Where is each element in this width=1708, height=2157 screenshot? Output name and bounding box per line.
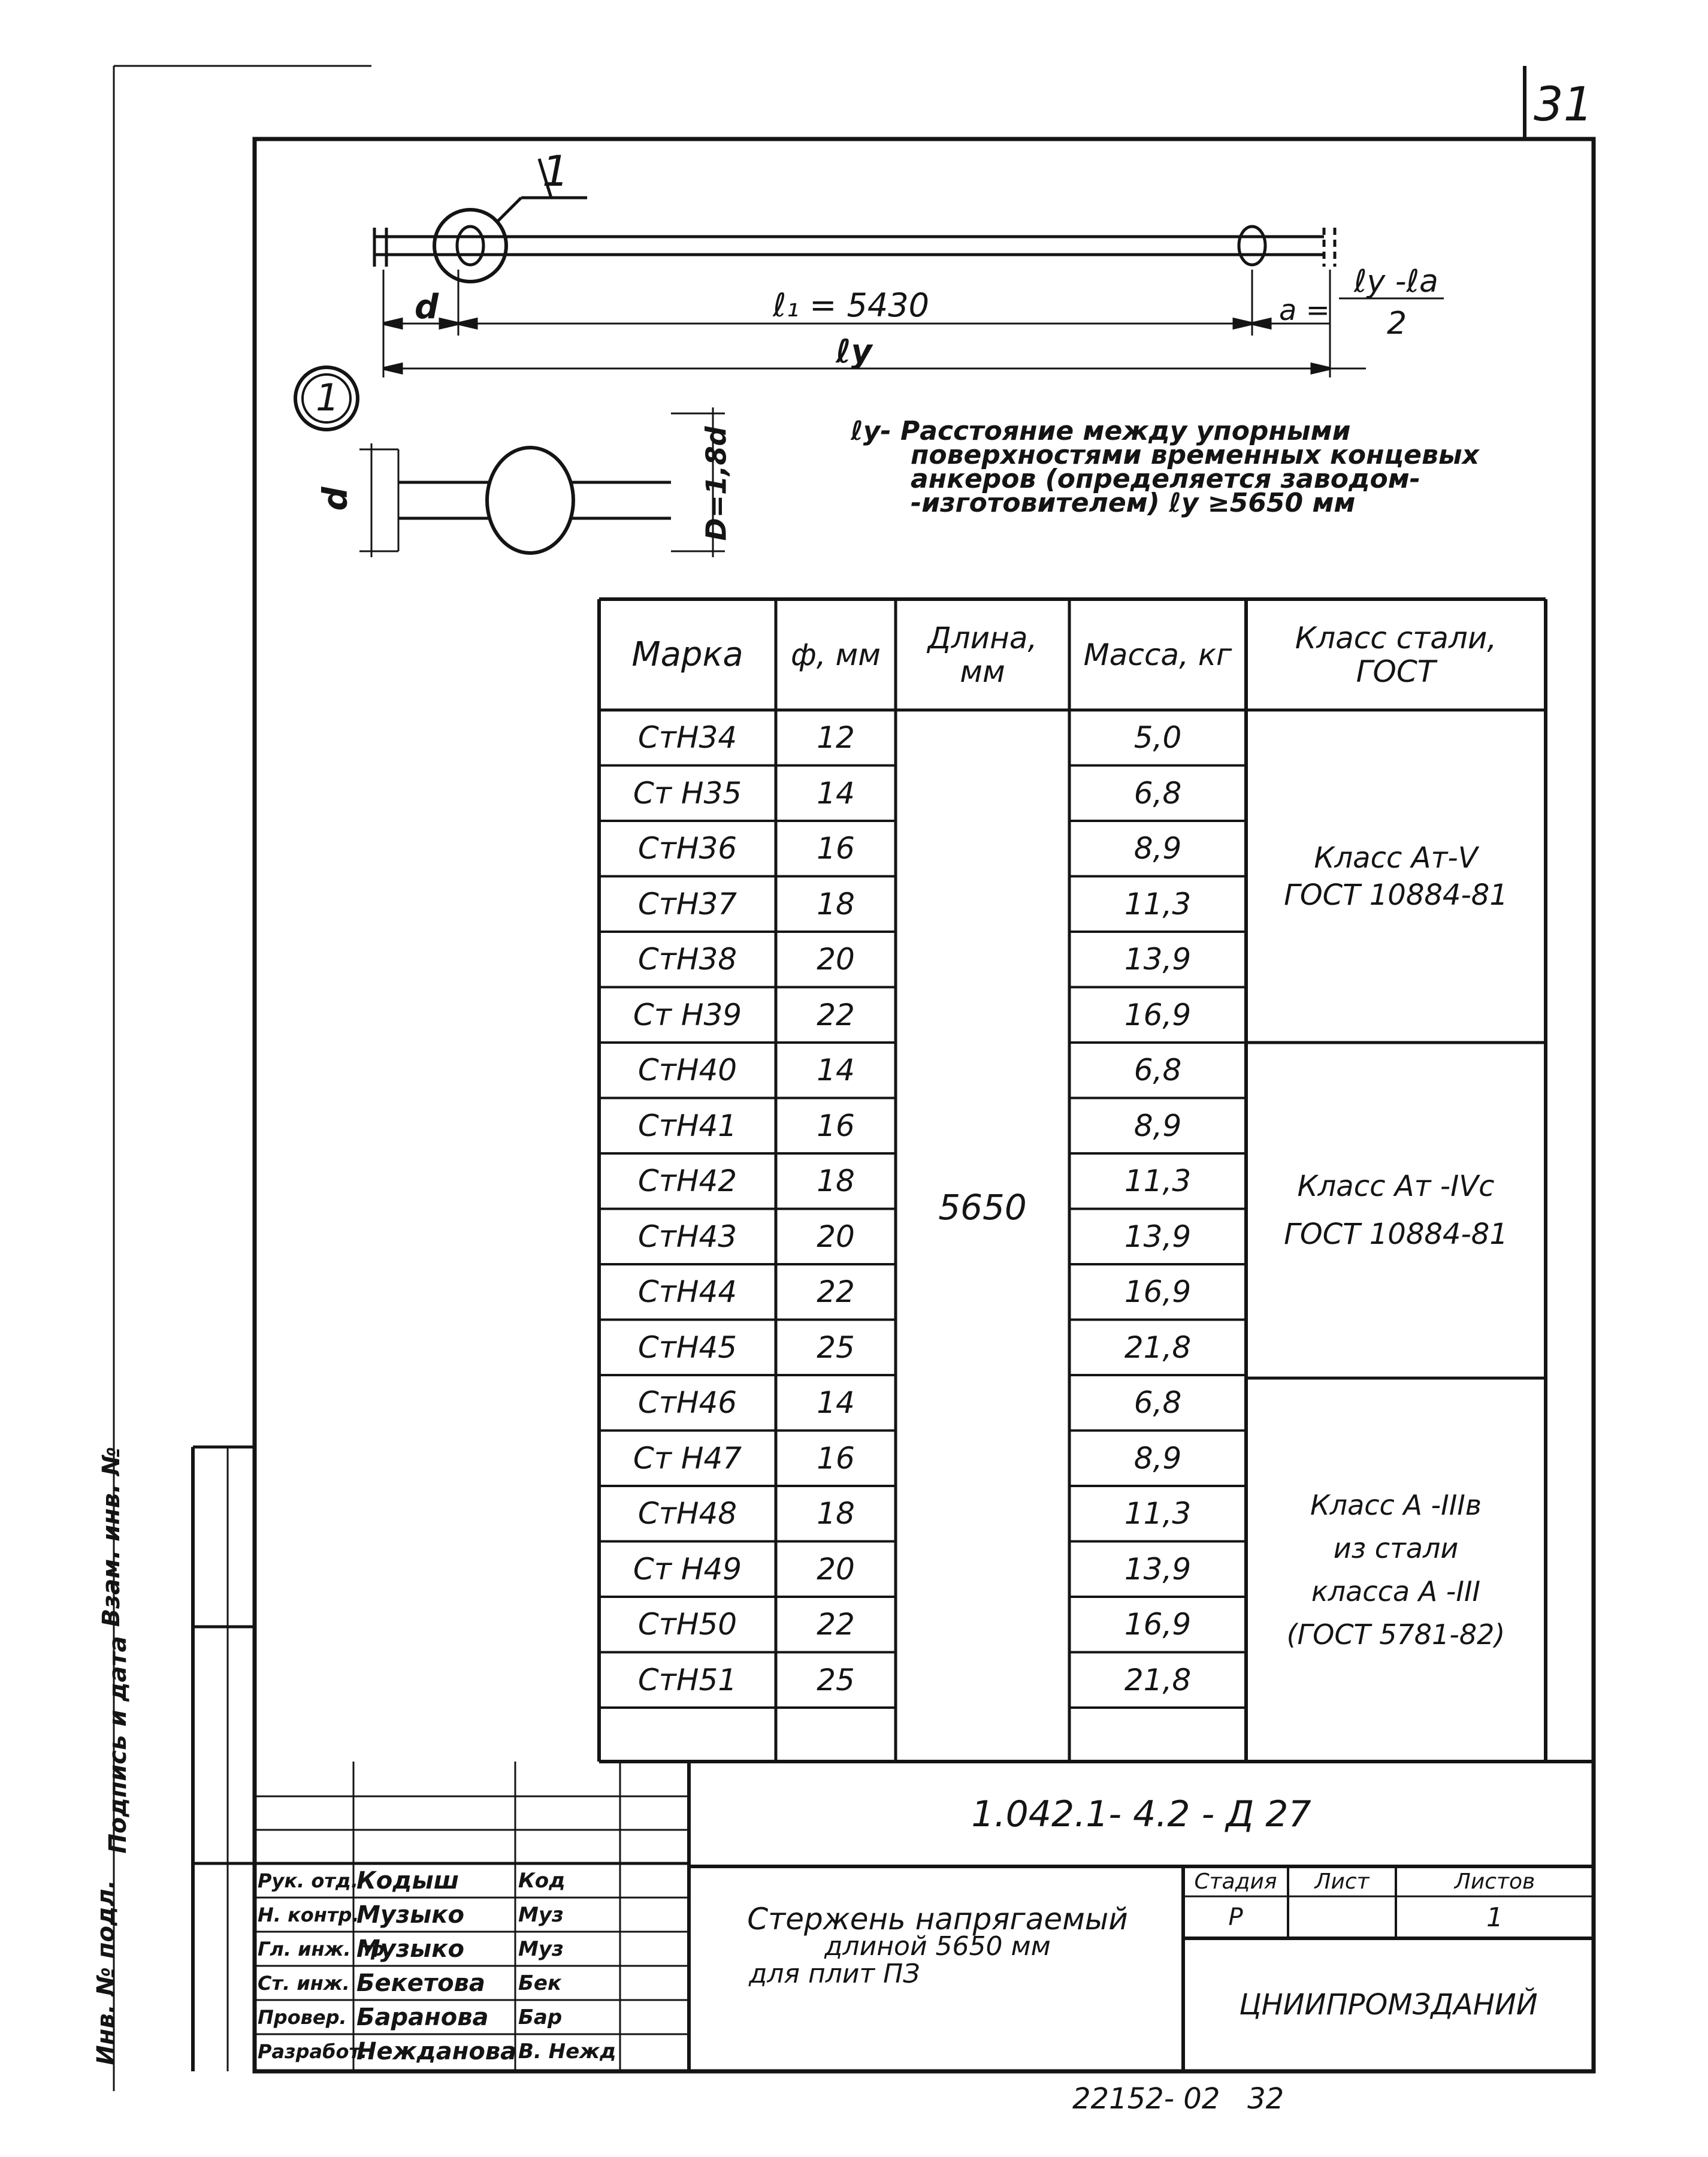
header-mark: Марка <box>631 635 743 674</box>
mass-cell: 8,9 <box>1133 1440 1182 1476</box>
mark-cell: СтН40 <box>637 1053 737 1088</box>
sheets-label: Листов <box>1454 1869 1535 1894</box>
side-stamp-replaced-inv: Взам. инв. № <box>98 1446 125 1627</box>
signature-cell: Бар <box>518 2005 563 2029</box>
designation: 1.042.1- 4.2 - Д 27 <box>971 1793 1311 1835</box>
length-value: 5650 <box>938 1187 1027 1228</box>
name-cell: Нежданова <box>356 2037 517 2065</box>
signature-cell: Бек <box>518 1971 562 1995</box>
mass-cell: 6,8 <box>1133 1385 1182 1421</box>
dim-ly: ℓу <box>836 333 872 370</box>
name-cell: Баранова <box>356 2003 489 2031</box>
sheet-label: Лист <box>1314 1869 1370 1894</box>
class-line: Класс А -IIIв <box>1310 1489 1482 1521</box>
name-cell: Кодыш <box>356 1866 460 1895</box>
class-line: ГОСТ 10884-81 <box>1284 878 1508 912</box>
mass-cell: 21,8 <box>1124 1330 1192 1365</box>
class-line: (ГОСТ 5781-82) <box>1286 1618 1506 1651</box>
mass-cell: 5,0 <box>1133 720 1182 756</box>
sheets-value: 1 <box>1486 1902 1503 1933</box>
mass-cell: 16,9 <box>1124 997 1192 1032</box>
diameter-cell: 18 <box>817 886 855 922</box>
footer-code: 22152- 02 32 <box>1072 2082 1284 2116</box>
diameter-cell: 20 <box>817 1551 855 1587</box>
side-stamp-signature-date: Подпись и дата <box>104 1636 132 1854</box>
role-cell: Провер. <box>258 2005 347 2029</box>
diameter-cell: 20 <box>817 1219 855 1254</box>
mark-cell: СтН42 <box>637 1164 737 1199</box>
role-cell: Рук. отд. <box>258 1869 358 1892</box>
signature-cell: Муз <box>518 1937 564 1961</box>
note-line: поверхностями временных концевых <box>911 440 1480 470</box>
mark-cell: СтН36 <box>637 831 737 866</box>
mass-cell: 13,9 <box>1124 942 1192 977</box>
diameter-cell: 16 <box>817 1108 855 1143</box>
sheet-value <box>1288 1896 1396 1938</box>
diameter-cell: 16 <box>817 831 855 866</box>
class-group-3 <box>1246 1378 1546 1762</box>
role-cell: Гл. инж. пр. <box>258 1937 392 1960</box>
mass-cell: 16,9 <box>1124 1607 1192 1642</box>
mark-cell: СтН48 <box>637 1496 737 1531</box>
note-block <box>851 416 1480 518</box>
name-cell: Бекетова <box>356 1969 485 1997</box>
mark-cell: Ст Н49 <box>633 1551 742 1587</box>
mark-cell: СтН38 <box>637 942 737 977</box>
detail-circle-label: 1 <box>316 376 340 419</box>
mass-cell: 13,9 <box>1124 1551 1192 1587</box>
mass-cell: 11,3 <box>1124 1164 1192 1199</box>
title-line: длиной 5650 мм <box>824 1931 1051 1962</box>
fraction-top: ℓу -ℓа <box>1354 264 1438 300</box>
signature-cell: Муз <box>518 1902 564 1927</box>
mass-cell: 11,3 <box>1124 886 1192 922</box>
stage-value: Р <box>1228 1904 1243 1931</box>
mark-cell: СтН34 <box>637 720 737 756</box>
mass-cell: 6,8 <box>1133 775 1182 811</box>
mass-cell: 21,8 <box>1124 1662 1192 1697</box>
class-group-2 <box>1246 1043 1546 1378</box>
note-line: анкеров (определяется заводом- <box>911 464 1420 494</box>
title-line: Стержень напрягаемый <box>747 1902 1128 1937</box>
sheet-number: 31 <box>1534 78 1594 132</box>
drawing-title <box>695 1902 1180 1989</box>
dim-d-left: d <box>415 288 439 327</box>
diameter-cell: 22 <box>817 1607 855 1642</box>
mass-cell: 6,8 <box>1133 1053 1182 1088</box>
diameter-cell: 18 <box>817 1164 855 1199</box>
class-group-1 <box>1246 710 1546 1043</box>
mark-cell: СтН50 <box>637 1607 737 1642</box>
mark-cell: СтН51 <box>637 1662 737 1697</box>
class-line: Класс Ат -IVс <box>1297 1170 1495 1203</box>
mark-cell: Ст Н47 <box>633 1440 742 1476</box>
dim-l1: ℓ₁ = 5430 <box>773 286 929 324</box>
diameter-cell: 16 <box>817 1440 855 1476</box>
diameter-cell: 18 <box>817 1496 855 1531</box>
class-line: класса А -III <box>1311 1575 1481 1608</box>
diameter-cell: 22 <box>817 997 855 1032</box>
mark-cell: СтН44 <box>637 1274 737 1310</box>
header-diameter: ф, мм <box>791 637 881 672</box>
fraction-bottom: 2 <box>1387 306 1407 342</box>
stage-label: Стадия <box>1194 1869 1277 1894</box>
class-line: Класс Ат-V <box>1314 841 1478 875</box>
mark-cell: СтН45 <box>637 1330 737 1365</box>
note-line: -изготовителем) ℓу ≥5650 мм <box>911 488 1356 518</box>
dim-a-right: a = <box>1279 294 1330 327</box>
name-cell: Музыко <box>356 1901 464 1929</box>
mass-cell: 8,9 <box>1133 1108 1182 1143</box>
role-cell: Ст. инж. <box>258 1971 350 1995</box>
signature-cell: Код <box>518 1868 566 1893</box>
mark-cell: СтН46 <box>637 1385 737 1421</box>
mass-cell: 8,9 <box>1133 831 1182 866</box>
diameter-cell: 14 <box>817 1385 855 1421</box>
diameter-cell: 25 <box>817 1662 855 1697</box>
note-line: ℓу- Расстояние между упорными <box>851 416 1351 446</box>
diameter-cell: 22 <box>817 1274 855 1310</box>
signature-cell: В. Нежд <box>518 2039 616 2064</box>
mark-cell: Ст Н35 <box>633 775 742 811</box>
header-length: Длина, мм <box>927 620 1038 689</box>
diameter-cell: 20 <box>817 942 855 977</box>
organization: ЦНИИПРОМЗДАНИЙ <box>1239 1988 1538 2022</box>
mark-cell: Ст Н39 <box>633 997 742 1032</box>
mark-cell: СтН41 <box>637 1108 737 1143</box>
name-cell: Музыко <box>356 1935 464 1963</box>
diameter-cell: 14 <box>817 775 855 811</box>
diameter-cell: 14 <box>817 1053 855 1088</box>
mark-cell: СтН37 <box>637 886 737 922</box>
mark-cell: СтН43 <box>637 1219 737 1254</box>
role-cell: Разработ. <box>258 2040 368 2063</box>
mass-cell: 11,3 <box>1124 1496 1192 1531</box>
class-line: из стали <box>1333 1532 1459 1564</box>
header-mass: Масса, кг <box>1083 637 1232 672</box>
title-line: для плит ПЗ <box>749 1959 920 1989</box>
detail-dim-D: D=1,8d <box>700 426 733 541</box>
callout-label: 1 <box>542 147 569 196</box>
mass-cell: 16,9 <box>1124 1274 1192 1310</box>
detail-dim-d: d <box>316 487 355 511</box>
mass-cell: 13,9 <box>1124 1219 1192 1254</box>
role-cell: Н. контр. <box>258 1903 359 1926</box>
diameter-cell: 25 <box>817 1330 855 1365</box>
class-line: ГОСТ 10884-81 <box>1284 1218 1508 1251</box>
side-stamp-inv-no: Инв. № подл. <box>92 1880 120 2065</box>
header-steel-class: Класс стали, ГОСТ <box>1295 620 1497 689</box>
diameter-cell: 12 <box>817 720 855 756</box>
